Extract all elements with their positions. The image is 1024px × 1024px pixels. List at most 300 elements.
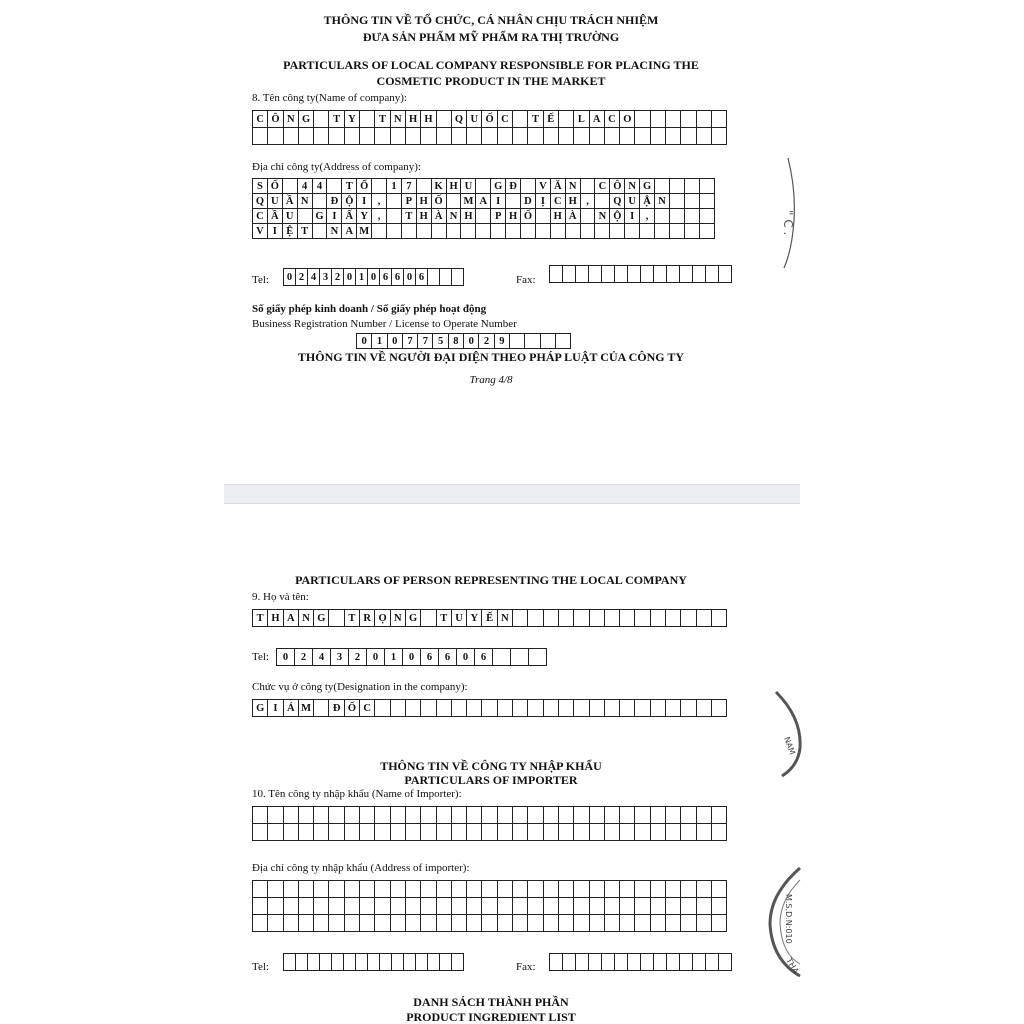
grid-cell [437, 807, 452, 824]
grid-cell [268, 824, 283, 841]
grid-cell [329, 824, 344, 841]
grid-cell [253, 915, 268, 932]
grid-cell [452, 824, 467, 841]
company-name-grid [252, 110, 727, 145]
importer-name-grid [252, 806, 727, 841]
grid-cell [360, 898, 375, 915]
grid-cell [681, 700, 696, 717]
grid-cell [452, 898, 467, 915]
tel-grid-2 [276, 648, 547, 666]
grid-cell: C [253, 209, 268, 224]
representative-title-vn: THÔNG TIN VỀ NGƯỜI ĐẠI DIỆN THEO PHÁP LUẬT CỦA CÔNG TY [297, 350, 685, 364]
grid-row [277, 649, 547, 666]
grid-cell [602, 954, 615, 971]
grid-cell [299, 915, 314, 932]
grid-cell [574, 610, 589, 627]
tel-grid [283, 268, 464, 286]
grid-cell: N [625, 179, 640, 194]
grid-cell [513, 610, 528, 627]
grid-cell [563, 954, 576, 971]
grid-cell [284, 898, 299, 915]
grid-cell [284, 807, 299, 824]
designation-label: Chức vụ ở công ty(Designation in the company): [252, 681, 468, 693]
grid-cell [651, 700, 666, 717]
grid-cell: , [640, 209, 655, 224]
grid-cell [447, 224, 462, 239]
grid-row [253, 915, 727, 932]
grid-cell: R [360, 610, 375, 627]
grid-cell [559, 824, 574, 841]
grid-cell [284, 128, 299, 145]
grid-cell: V [253, 224, 268, 239]
grid-cell [296, 954, 308, 971]
grid-cell [651, 111, 666, 128]
grid-cell [372, 179, 387, 194]
grid-cell: 0 [403, 649, 421, 666]
grid-cell [712, 881, 727, 898]
grid-cell [712, 610, 727, 627]
grid-cell [574, 881, 589, 898]
grid-cell [437, 111, 452, 128]
grid-cell: H [417, 194, 432, 209]
grid-cell [360, 128, 375, 145]
grid-cell [320, 954, 332, 971]
grid-cell [452, 807, 467, 824]
grid-cell [544, 898, 559, 915]
grid-cell: Ộ [610, 209, 625, 224]
grid-cell [576, 266, 589, 283]
grid-cell [513, 881, 528, 898]
grid-cell: M [357, 224, 372, 239]
grid-cell [482, 881, 497, 898]
grid-cell [440, 269, 452, 286]
grid-cell: 2 [349, 649, 367, 666]
grid-cell [268, 807, 283, 824]
company-address-grid [252, 178, 715, 239]
grid-cell: 0 [368, 269, 380, 286]
grid-cell [544, 807, 559, 824]
grid-cell: H [566, 194, 581, 209]
grid-cell [541, 334, 556, 349]
grid-cell [666, 915, 681, 932]
grid-cell [666, 610, 681, 627]
grid-cell [406, 824, 421, 841]
grid-cell: G [314, 610, 329, 627]
grid-cell [706, 266, 719, 283]
name-label: 9. Họ và tên: [252, 591, 309, 603]
grid-cell [482, 915, 497, 932]
grid-cell [651, 610, 666, 627]
grid-cell [574, 128, 589, 145]
grid-cell [498, 807, 513, 824]
grid-cell [666, 111, 681, 128]
grid-cell [697, 128, 712, 145]
grid-cell [299, 898, 314, 915]
grid-cell [416, 954, 428, 971]
grid-cell: U [625, 194, 640, 209]
grid-cell [590, 915, 605, 932]
grid-cell [391, 700, 406, 717]
grid-cell: H [461, 209, 476, 224]
grid-cell [641, 266, 654, 283]
grid-cell: T [298, 224, 313, 239]
grid-cell [590, 824, 605, 841]
grid-cell: T [375, 111, 390, 128]
grid-cell [421, 610, 436, 627]
grid-cell: U [268, 194, 283, 209]
grid-cell: 8 [449, 334, 464, 349]
grid-cell: N [391, 111, 406, 128]
grid-cell [655, 209, 670, 224]
grid-cell: U [461, 179, 476, 194]
grid-cell [417, 224, 432, 239]
grid-cell [670, 194, 685, 209]
grid-cell: 4 [298, 179, 313, 194]
grid-cell [332, 954, 344, 971]
grid-cell [655, 179, 670, 194]
stamp-text-1: NAM [782, 735, 797, 756]
grid-cell [544, 700, 559, 717]
grid-cell: 0 [357, 334, 372, 349]
license-grid [356, 333, 571, 349]
designation-grid [252, 699, 727, 717]
grid-cell: Ă [551, 179, 566, 194]
grid-cell [511, 649, 529, 666]
grid-cell [559, 807, 574, 824]
grid-cell [610, 224, 625, 239]
grid-cell: Đ [329, 700, 344, 717]
grid-cell [467, 898, 482, 915]
grid-cell [528, 128, 543, 145]
grid-cell [574, 700, 589, 717]
grid-row [253, 209, 715, 224]
grid-row [550, 954, 732, 971]
grid-cell [536, 209, 551, 224]
grid-cell [498, 824, 513, 841]
grid-cell [375, 915, 390, 932]
grid-cell [406, 700, 421, 717]
grid-cell [680, 266, 693, 283]
grid-cell: , [581, 194, 596, 209]
grid-cell: Q [610, 194, 625, 209]
grid-cell [360, 824, 375, 841]
grid-cell [329, 128, 344, 145]
grid-cell: Ố [268, 179, 283, 194]
grid-cell: I [268, 700, 283, 717]
grid-cell [595, 194, 610, 209]
grid-cell [314, 898, 329, 915]
grid-cell: 2 [479, 334, 494, 349]
grid-cell: 6 [392, 269, 404, 286]
grid-cell [491, 224, 506, 239]
license-label-vn: Số giấy phép kinh doanh / Số giấy phép hoạt động [252, 303, 487, 315]
grid-cell [461, 224, 476, 239]
grid-cell: I [491, 194, 506, 209]
grid-cell [635, 111, 650, 128]
grid-cell [344, 954, 356, 971]
grid-cell [595, 224, 610, 239]
grid-cell: À [432, 209, 447, 224]
grid-row [253, 194, 715, 209]
grid-cell [345, 881, 360, 898]
grid-cell [712, 111, 727, 128]
stamp-text-3: THA [784, 956, 801, 976]
grid-cell [375, 824, 390, 841]
grid-cell [452, 128, 467, 145]
grid-cell [498, 915, 513, 932]
grid-cell: A [476, 194, 491, 209]
grid-cell: 1 [356, 269, 368, 286]
grid-cell [482, 128, 497, 145]
grid-cell: 4 [313, 649, 331, 666]
grid-cell [428, 954, 440, 971]
grid-cell [437, 700, 452, 717]
grid-cell [406, 898, 421, 915]
grid-cell [513, 915, 528, 932]
tel-label-3: Tel: [252, 961, 269, 973]
grid-cell [299, 128, 314, 145]
grid-cell: T [528, 111, 543, 128]
grid-cell: À [566, 209, 581, 224]
grid-cell: 3 [320, 269, 332, 286]
grid-cell: L [574, 111, 589, 128]
grid-cell [697, 898, 712, 915]
grid-cell [253, 824, 268, 841]
grid-cell [421, 898, 436, 915]
grid-cell: C [551, 194, 566, 209]
grid-cell [697, 824, 712, 841]
grid-cell: T [402, 209, 417, 224]
grid-cell [697, 915, 712, 932]
tel-label: Tel: [252, 274, 269, 286]
grid-cell: Ị [536, 194, 551, 209]
grid-cell: G [313, 209, 328, 224]
grid-cell [375, 898, 390, 915]
grid-cell [693, 266, 706, 283]
grid-cell [372, 224, 387, 239]
grid-cell: T [342, 179, 357, 194]
grid-cell: Ầ [268, 209, 283, 224]
grid-cell: Ô [268, 111, 283, 128]
grid-cell [581, 224, 596, 239]
grid-cell [482, 824, 497, 841]
importer-name-label: 10. Tên công ty nhập khẩu (Name of Importer): [252, 788, 462, 800]
grid-cell: 0 [388, 334, 403, 349]
grid-cell [666, 824, 681, 841]
grid-cell [685, 179, 700, 194]
grid-cell: 0 [404, 269, 416, 286]
grid-cell: U [452, 610, 467, 627]
grid-cell [544, 824, 559, 841]
grid-cell: Ệ [283, 224, 298, 239]
grid-cell [667, 954, 680, 971]
grid-cell [590, 881, 605, 898]
grid-cell [375, 128, 390, 145]
grid-cell [299, 881, 314, 898]
grid-cell [421, 881, 436, 898]
grid-cell [314, 915, 329, 932]
grid-cell [513, 807, 528, 824]
grid-cell [421, 700, 436, 717]
grid-cell [345, 898, 360, 915]
grid-cell: Ổ [357, 179, 372, 194]
grid-cell [712, 898, 727, 915]
grid-cell [681, 610, 696, 627]
grid-cell: G [640, 179, 655, 194]
grid-cell [298, 209, 313, 224]
grid-cell [620, 807, 635, 824]
grid-cell [559, 700, 574, 717]
grid-cell [467, 128, 482, 145]
grid-cell: Y [345, 111, 360, 128]
grid-cell [467, 807, 482, 824]
grid-cell [620, 881, 635, 898]
grid-cell: 2 [295, 649, 313, 666]
grid-cell [268, 915, 283, 932]
grid-cell [651, 898, 666, 915]
grid-cell: Ố [482, 111, 497, 128]
grid-cell: M [299, 700, 314, 717]
grid-cell [437, 824, 452, 841]
grid-row [253, 898, 727, 915]
stamp-partial-middle [772, 688, 812, 778]
grid-cell [356, 954, 368, 971]
grid-cell [498, 898, 513, 915]
grid-cell [666, 881, 681, 898]
grid-cell [681, 898, 696, 915]
grid-cell: V [536, 179, 551, 194]
grid-cell: 7 [418, 334, 433, 349]
grid-cell [615, 954, 628, 971]
grid-cell: Đ [327, 194, 342, 209]
grid-cell [513, 111, 528, 128]
grid-cell [476, 224, 491, 239]
grid-cell [375, 700, 390, 717]
grid-cell: N [566, 179, 581, 194]
grid-cell [498, 128, 513, 145]
grid-cell: 4 [313, 179, 328, 194]
grid-cell [345, 915, 360, 932]
grid-row [253, 824, 727, 841]
grid-cell: P [491, 209, 506, 224]
grid-cell: Ế [482, 610, 497, 627]
importer-address-label: Địa chỉ công ty nhập khẩu (Address of importer): [252, 862, 470, 874]
grid-cell [551, 224, 566, 239]
grid-cell [605, 881, 620, 898]
grid-cell [253, 128, 268, 145]
grid-cell [635, 915, 650, 932]
grid-cell: G [491, 179, 506, 194]
grid-cell [655, 224, 670, 239]
grid-cell: H [551, 209, 566, 224]
grid-cell [528, 898, 543, 915]
company-address-label: Địa chỉ công ty(Address of company): [252, 161, 421, 173]
grid-cell [482, 807, 497, 824]
grid-cell [651, 128, 666, 145]
grid-cell [528, 881, 543, 898]
grid-cell: I [268, 224, 283, 239]
grid-cell [651, 915, 666, 932]
grid-cell [268, 881, 283, 898]
ingredient-title-vn: DANH SÁCH THÀNH PHẦN [413, 995, 569, 1009]
grid-cell [666, 128, 681, 145]
grid-cell: Q [253, 194, 268, 209]
grid-cell [476, 179, 491, 194]
grid-cell [605, 915, 620, 932]
grid-cell: C [498, 111, 513, 128]
grid-cell: U [467, 111, 482, 128]
grid-row [284, 954, 464, 971]
grid-row [253, 610, 727, 627]
grid-cell [697, 881, 712, 898]
grid-cell [680, 954, 693, 971]
grid-cell [550, 266, 563, 283]
grid-cell [308, 954, 320, 971]
grid-cell [406, 915, 421, 932]
document-page-top [226, 0, 800, 484]
grid-cell [525, 334, 540, 349]
grid-cell [421, 824, 436, 841]
grid-cell [452, 915, 467, 932]
grid-cell: C [605, 111, 620, 128]
grid-cell [284, 824, 299, 841]
grid-cell [521, 224, 536, 239]
grid-cell [417, 179, 432, 194]
grid-cell [590, 610, 605, 627]
grid-cell [528, 807, 543, 824]
grid-cell [635, 128, 650, 145]
grid-cell: H [421, 111, 436, 128]
grid-cell [641, 954, 654, 971]
fax-label: Fax: [516, 274, 536, 286]
grid-cell: N [299, 610, 314, 627]
grid-cell [589, 266, 602, 283]
grid-cell [529, 649, 547, 666]
grid-cell [513, 128, 528, 145]
grid-cell [536, 224, 551, 239]
grid-cell: 7 [403, 334, 418, 349]
grid-cell [402, 224, 417, 239]
grid-cell [576, 954, 589, 971]
grid-cell [428, 269, 440, 286]
grid-cell: 0 [344, 269, 356, 286]
grid-cell [559, 915, 574, 932]
grid-cell: Ế [544, 111, 559, 128]
grid-cell [697, 700, 712, 717]
stamp-partial-top [770, 150, 810, 270]
grid-cell [620, 128, 635, 145]
fax-label-2: Fax: [516, 961, 536, 973]
grid-cell: D [521, 194, 536, 209]
grid-cell [268, 898, 283, 915]
grid-cell [327, 179, 342, 194]
grid-cell: U [283, 209, 298, 224]
grid-cell: N [391, 610, 406, 627]
grid-cell: K [432, 179, 447, 194]
grid-cell [559, 898, 574, 915]
page-separator [224, 484, 800, 504]
grid-cell [685, 194, 700, 209]
grid-cell [620, 610, 635, 627]
grid-cell [574, 824, 589, 841]
grid-cell [467, 700, 482, 717]
grid-cell: Y [467, 610, 482, 627]
grid-cell [406, 807, 421, 824]
grid-cell [559, 111, 574, 128]
grid-cell: 1 [387, 179, 402, 194]
grid-cell [693, 954, 706, 971]
grid-cell [635, 700, 650, 717]
